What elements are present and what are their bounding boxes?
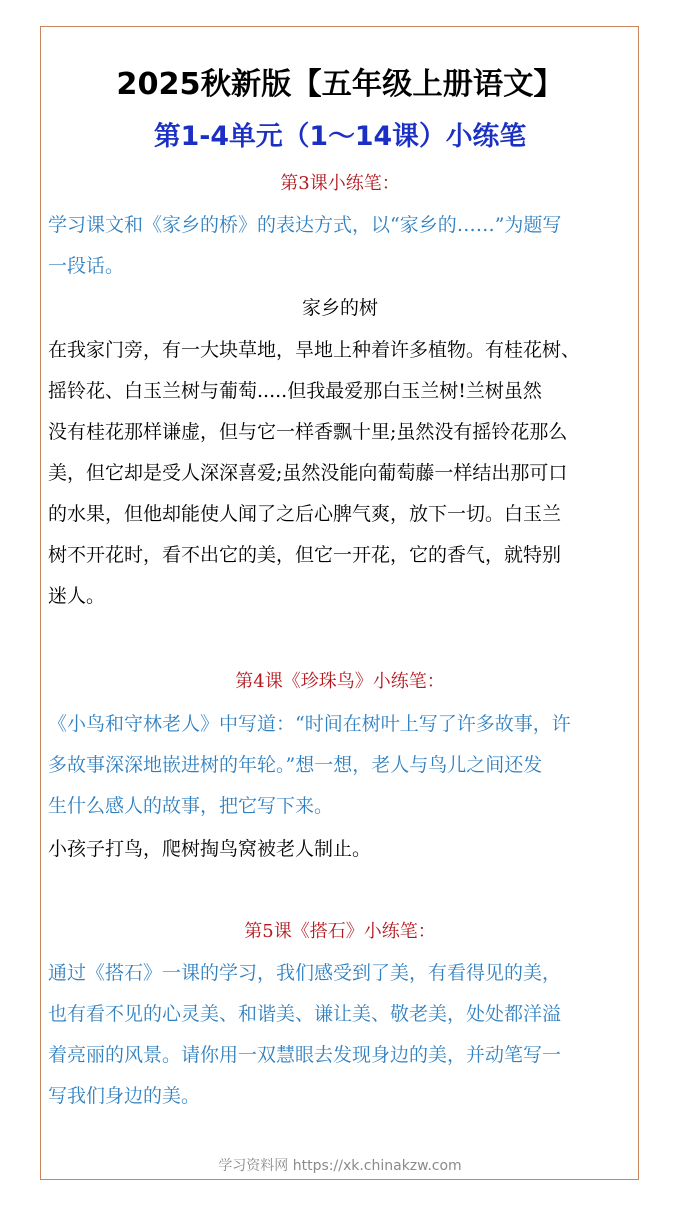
prompt-line: 《小鸟和守林老人》中写道：“时间在树叶上写了许多故事，许 bbox=[48, 713, 571, 735]
answer-text-lesson-3 bbox=[48, 330, 632, 617]
prompt-line: 多故事深深地嵌进树的年轮。”想一想，老人与鸟儿之间还发 bbox=[48, 754, 543, 776]
section-prompt-lesson-4 bbox=[48, 704, 632, 827]
section-heading-lesson-4: 第4课《珍珠鸟》小练笔： bbox=[235, 671, 445, 692]
answer-line: 在我家门旁，有一大块草地，旱地上种着许多植物。有桂花树、 bbox=[48, 339, 581, 361]
answer-line: 迷人。 bbox=[48, 585, 106, 607]
answer-line: 的水果，但他却能使人闻了之后心脾气爽，放下一切。白玉兰 bbox=[48, 503, 562, 525]
answer-text-lesson-4 bbox=[48, 829, 632, 870]
answer-title: 家乡的树 bbox=[301, 297, 378, 319]
answer-line: 小孩子打鸟，爬树掏鸟窝被老人制止。 bbox=[48, 838, 372, 860]
page-title: 2025秋新版【五年级上册语文】 bbox=[116, 67, 564, 102]
footer-watermark: 学习资料网 https://xk.chinakzw.com bbox=[218, 1158, 462, 1174]
section-heading-lesson-5: 第5课《搭石》小练笔： bbox=[244, 921, 436, 942]
answer-line: 摇铃花、白玉兰树与葡萄.....但我最爱那白玉兰树!兰树虽然 bbox=[48, 380, 542, 402]
answer-line: 树不开花时，看不出它的美，但它一开花，它的香气，就特别 bbox=[48, 544, 562, 566]
section-heading-lesson-3: 第3课小练笔： bbox=[280, 173, 400, 194]
prompt-line: 生什么感人的故事，把它写下来。 bbox=[48, 795, 334, 817]
prompt-line: 也有看不见的心灵美、和谐美、谦让美、敬老美，处处都洋溢 bbox=[48, 1003, 562, 1025]
prompt-line: 学习课文和《家乡的桥》的表达方式，以“家乡的……”为题写 bbox=[48, 214, 562, 236]
prompt-line: 着亮丽的风景。请你用一双慧眼去发现身边的美，并动笔写一 bbox=[48, 1044, 562, 1066]
section-prompt-lesson-3 bbox=[48, 205, 632, 287]
prompt-line: 一段话。 bbox=[48, 255, 125, 277]
prompt-line: 通过《搭石》一课的学习，我们感受到了美，有看得见的美， bbox=[48, 962, 562, 984]
answer-line: 没有桂花那样谦虚，但与它一样香飘十里;虽然没有摇铃花那么 bbox=[48, 421, 568, 443]
prompt-line: 写我们身边的美。 bbox=[48, 1085, 201, 1107]
page-subtitle: 第1-4单元（1～14课）小练笔 bbox=[153, 121, 527, 152]
answer-line: 美，但它却是受人深深喜爱;虽然没能向葡萄藤一样结出那可口 bbox=[48, 462, 568, 484]
section-prompt-lesson-5 bbox=[48, 953, 632, 1117]
